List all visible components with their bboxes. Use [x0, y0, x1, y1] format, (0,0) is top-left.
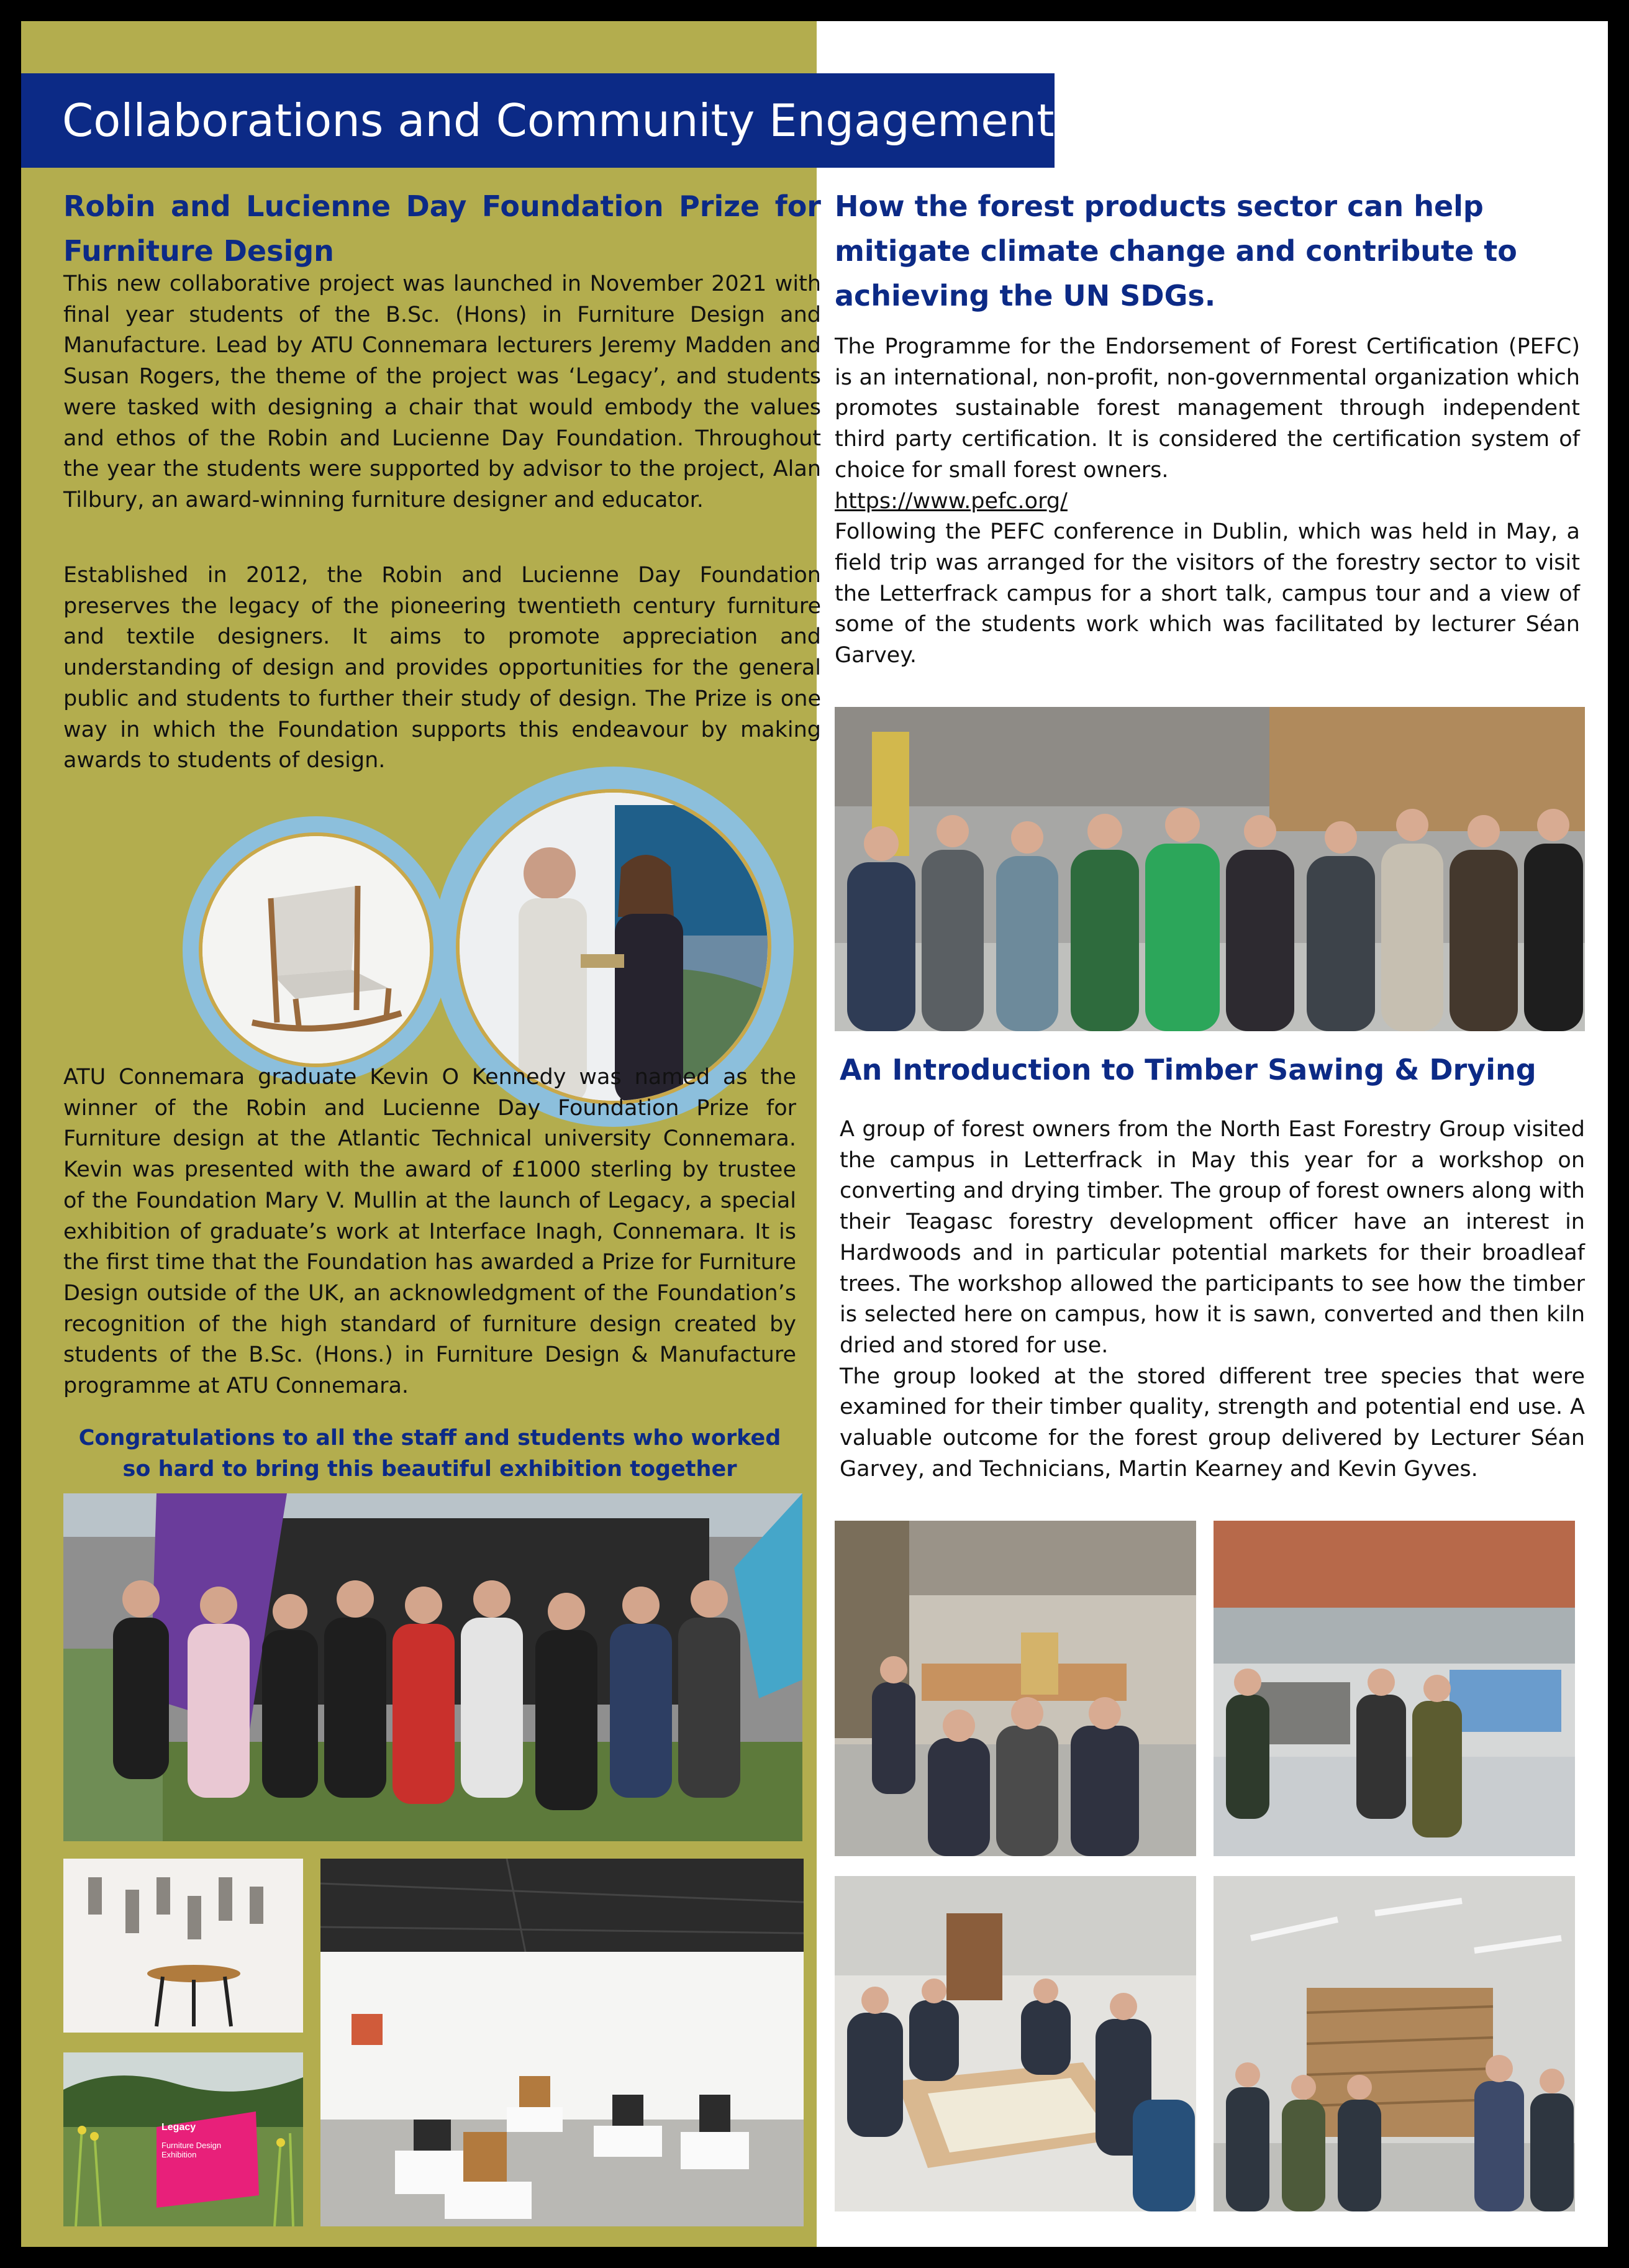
paragraph: This new collaborative project was launched in November 2021 with final year students of the B.Sc. (Hons) in Furniture Design and Manufacture. Lead by ATU Connemara lecturers Jeremy Madden and Susan Rogers, the theme of the project was ‘Legacy’, and students were tasked with designing a chair that would embody the values and ethos of the Robin and Lucienne Day Foundation. Throughout the year the students were supported by advisor to the project, Alan Tilbury, an award-winning furniture designer and educator. — [63, 271, 821, 512]
students-group-photo — [63, 1493, 802, 1841]
page-title: Collaborations and Community Engagement — [62, 94, 1055, 147]
paragraph: A group of forest owners from the North East Forestry Group visited the campus in Letterfrack in May this year for a workshop on converting and drying timber. The group of forest owners along with their Teagasc forestry development officer have an interest in Hardwoods and in particular potential markets for their broadleaf trees. The workshop allowed the participants to see how the timber is selected here on campus, how it is sawn, converted and then kiln dried and stored for use. — [840, 1117, 1585, 1358]
sign-line: Furniture Design — [161, 2141, 222, 2150]
title-banner — [21, 73, 1055, 168]
congratulations-note: Congratulations to all the staff and students who worked so hard to bring this beautiful exhibition together — [78, 1426, 781, 1482]
paragraph: Following the PEFC conference in Dublin, which was held in May, a field trip was arranged for the visitors of the forestry sector to visit the Letterfrack campus for a short talk, campus tour and a view of some of the students work which was facilitated by lecturer Séan Garvey. — [835, 519, 1580, 668]
paragraph: ATU Connemara graduate Kevin O Kennedy was named as the winner of the Robin and Lucienne Day Foundation Prize for Furniture design at the Atlantic Technical university Connemara. Kevin was presented with the award of £1000 sterling by trustee of the Foundation Mary V. Mullin at the launch of Legacy, a special exhibition of graduate’s work at Interface Inagh, Connemara. It is the first time that the Foundation has awarded a Prize for Furniture Design outside of the UK, an acknowledgment of the Foundation’s recognition of the high standard of furniture design created by students of the B.Sc. (Hons.) in Furniture Design & Manufacture programme at ATU Connemara. — [63, 1065, 796, 1399]
winner-announcement — [63, 1062, 796, 1402]
exhibition-sign-text — [161, 2122, 221, 2159]
timber-frame-demo-photo — [835, 1876, 1196, 2211]
pefc-link[interactable]: https://www.pefc.org/ — [835, 488, 1068, 514]
paragraph: The Programme for the Endorsement of Forest Certification (PEFC) is an international, non-profit, non-governmental organization which promotes sustainable forest management through independent third party certification. It is considered the certification system of choice for small forest owners. — [835, 334, 1580, 483]
exhibition-sign-photo — [63, 2052, 303, 2226]
timber-store-photo — [1214, 1876, 1575, 2211]
pefc-visitors-group-photo — [835, 707, 1585, 1031]
day-foundation-about — [63, 560, 821, 776]
sign-line: Legacy — [161, 2122, 196, 2133]
gallery-interior-photo — [320, 1859, 804, 2226]
day-foundation-intro — [63, 269, 821, 516]
paragraph: The group looked at the stored different tree species that were examined for their timber quality, strength and potential end use. A valuable outcome for the forest group delivered by Lecturer Séan Garvey, and Technicians, Martin Kearney and Kevin Gyves. — [840, 1364, 1585, 1482]
award-presentation-image — [460, 793, 768, 1101]
workshop-machines-photo — [1214, 1521, 1575, 1856]
section-heading-timber-sawing: An Introduction to Timber Sawing & Drying — [840, 1053, 1536, 1086]
rocking-chair-image — [202, 836, 430, 1063]
sign-line: Exhibition — [161, 2150, 197, 2159]
poster-page — [21, 21, 1608, 2247]
paragraph: Established in 2012, the Robin and Lucienne Day Foundation preserves the legacy of the pioneering twentieth century furniture and textile designers. It aims to promote appreciation and understanding of design and provides opportunities for the general public and students to further their study of design. The Prize is one way in which the Foundation supports this endeavour by making awards to students of design. — [63, 563, 821, 773]
chair-exhibit-photo — [63, 1859, 303, 2033]
section-heading-day-foundation: Robin and Lucienne Day Foundation Prize for Furniture Design — [63, 189, 821, 268]
chair-photo-circle — [183, 816, 450, 1083]
timber-workshop-text — [840, 1114, 1585, 1485]
sawmill-photo — [835, 1521, 1196, 1856]
pefc-description — [835, 332, 1580, 672]
section-heading-forest-products: How the forest products sector can help mitigate climate change and contribute to achieving the UN SDGs. — [835, 189, 1517, 312]
